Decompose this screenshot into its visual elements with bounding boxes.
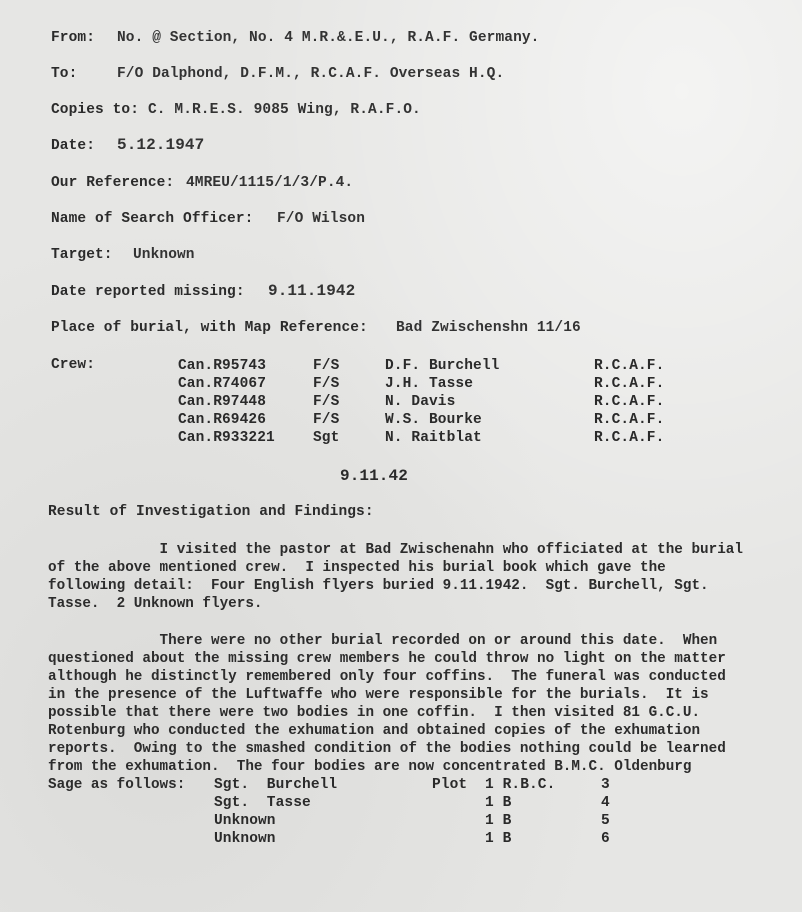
service-number: Can.R97448 [178, 394, 267, 410]
service-number: Can.R69426 [178, 412, 267, 428]
paragraph-line: Rotenburg who conducted the exhumation and obtained copies of the exhumation [48, 723, 701, 739]
service-number: Can.R95743 [178, 358, 267, 374]
grave-number: 5 [601, 813, 610, 829]
missing-date-label: Date reported missing: [51, 284, 245, 300]
rank: Sgt [313, 430, 340, 446]
crew-name: W.S. Bourke [385, 412, 482, 428]
grave-number: 6 [601, 831, 610, 847]
air-force: R.C.A.F. [594, 376, 665, 392]
paragraph-line: possible that there were two bodies in one coffin. I then visited 81 G.C.U. [48, 705, 701, 721]
plot-label: Plot [432, 777, 468, 793]
plot-value: 1 B [485, 813, 512, 829]
date-label: Date: [51, 138, 96, 154]
service-number: Can.R74067 [178, 376, 267, 392]
crew-name: D.F. Burchell [385, 358, 500, 374]
crew-name: N. Davis [385, 394, 456, 410]
crew-name: N. Raitblat [385, 430, 482, 446]
paragraph-line: There were no other burial recorded on or around this date. When [48, 633, 718, 649]
from-value: No. @ Section, No. 4 M.R.&.E.U., R.A.F. Germany. [117, 30, 540, 46]
air-force: R.C.A.F. [594, 358, 665, 374]
burial-place-value: Bad Zwischenshn 11/16 [396, 320, 581, 336]
service-number: Can.R933221 [178, 430, 275, 446]
to-label: To: [51, 66, 78, 82]
crew-label: Crew: [51, 357, 96, 373]
grave-name: Sgt. Tasse [214, 795, 311, 811]
paragraph-line: from the exhumation. The four bodies are now concentrated B.M.C. Oldenburg [48, 759, 692, 775]
plot-value: 1 B [485, 831, 512, 847]
grave-number: 3 [601, 777, 610, 793]
burial-place-label: Place of burial, with Map Reference: [51, 320, 368, 336]
air-force: R.C.A.F. [594, 394, 665, 410]
crew-name: J.H. Tasse [385, 376, 474, 392]
grave-number: 4 [601, 795, 610, 811]
plot-value: 1 R.B.C. [485, 777, 556, 793]
reference-value: 4MREU/1115/1/3/P.4. [186, 175, 354, 191]
paragraph-line: following detail: Four English flyers buried 9.11.1942. Sgt. Burchell, Sgt. [48, 578, 709, 594]
rank: F/S [313, 412, 340, 428]
copies-value: C. M.R.E.S. 9085 Wing, R.A.F.O. [148, 102, 421, 118]
paragraph-line: questioned about the missing crew members he could throw no light on the matter [48, 651, 726, 667]
air-force: R.C.A.F. [594, 430, 665, 446]
reference-label: Our Reference: [51, 175, 175, 191]
paragraph-line: of the above mentioned crew. I inspected his burial book which gave the [48, 560, 666, 576]
date-value: 5.12.1947 [117, 136, 205, 154]
target-label: Target: [51, 247, 113, 263]
rank: F/S [313, 394, 340, 410]
search-officer-label: Name of Search Officer: [51, 211, 254, 227]
graves-intro: Sage as follows: [48, 777, 186, 793]
paragraph-line: Tasse. 2 Unknown flyers. [48, 596, 263, 612]
air-force: R.C.A.F. [594, 412, 665, 428]
to-value: F/O Dalphond, D.F.M., R.C.A.F. Overseas H.Q. [117, 66, 505, 82]
paragraph-line: reports. Owing to the smashed condition of the bodies nothing could be learned [48, 741, 726, 757]
paragraph-line: in the presence of the Luftwaffe who were responsible for the burials. It is [48, 687, 709, 703]
target-value: Unknown [133, 247, 195, 263]
grave-name: Unknown [214, 831, 276, 847]
from-label: From: [51, 30, 96, 46]
rank: F/S [313, 358, 340, 374]
search-officer-value: F/O Wilson [277, 211, 366, 227]
plot-value: 1 B [485, 795, 512, 811]
grave-name: Unknown [214, 813, 276, 829]
missing-date-value: 9.11.1942 [268, 282, 356, 300]
rank: F/S [313, 376, 340, 392]
copies-label: Copies to: [51, 102, 140, 118]
grave-name: Sgt. Burchell [214, 777, 338, 793]
paragraph-line: I visited the pastor at Bad Zwischenahn who officiated at the burial [48, 542, 743, 558]
findings-heading: Result of Investigation and Findings: [48, 504, 374, 520]
crew-date: 9.11.42 [340, 467, 408, 485]
paragraph-line: although he distinctly remembered only four coffins. The funeral was conducted [48, 669, 726, 685]
